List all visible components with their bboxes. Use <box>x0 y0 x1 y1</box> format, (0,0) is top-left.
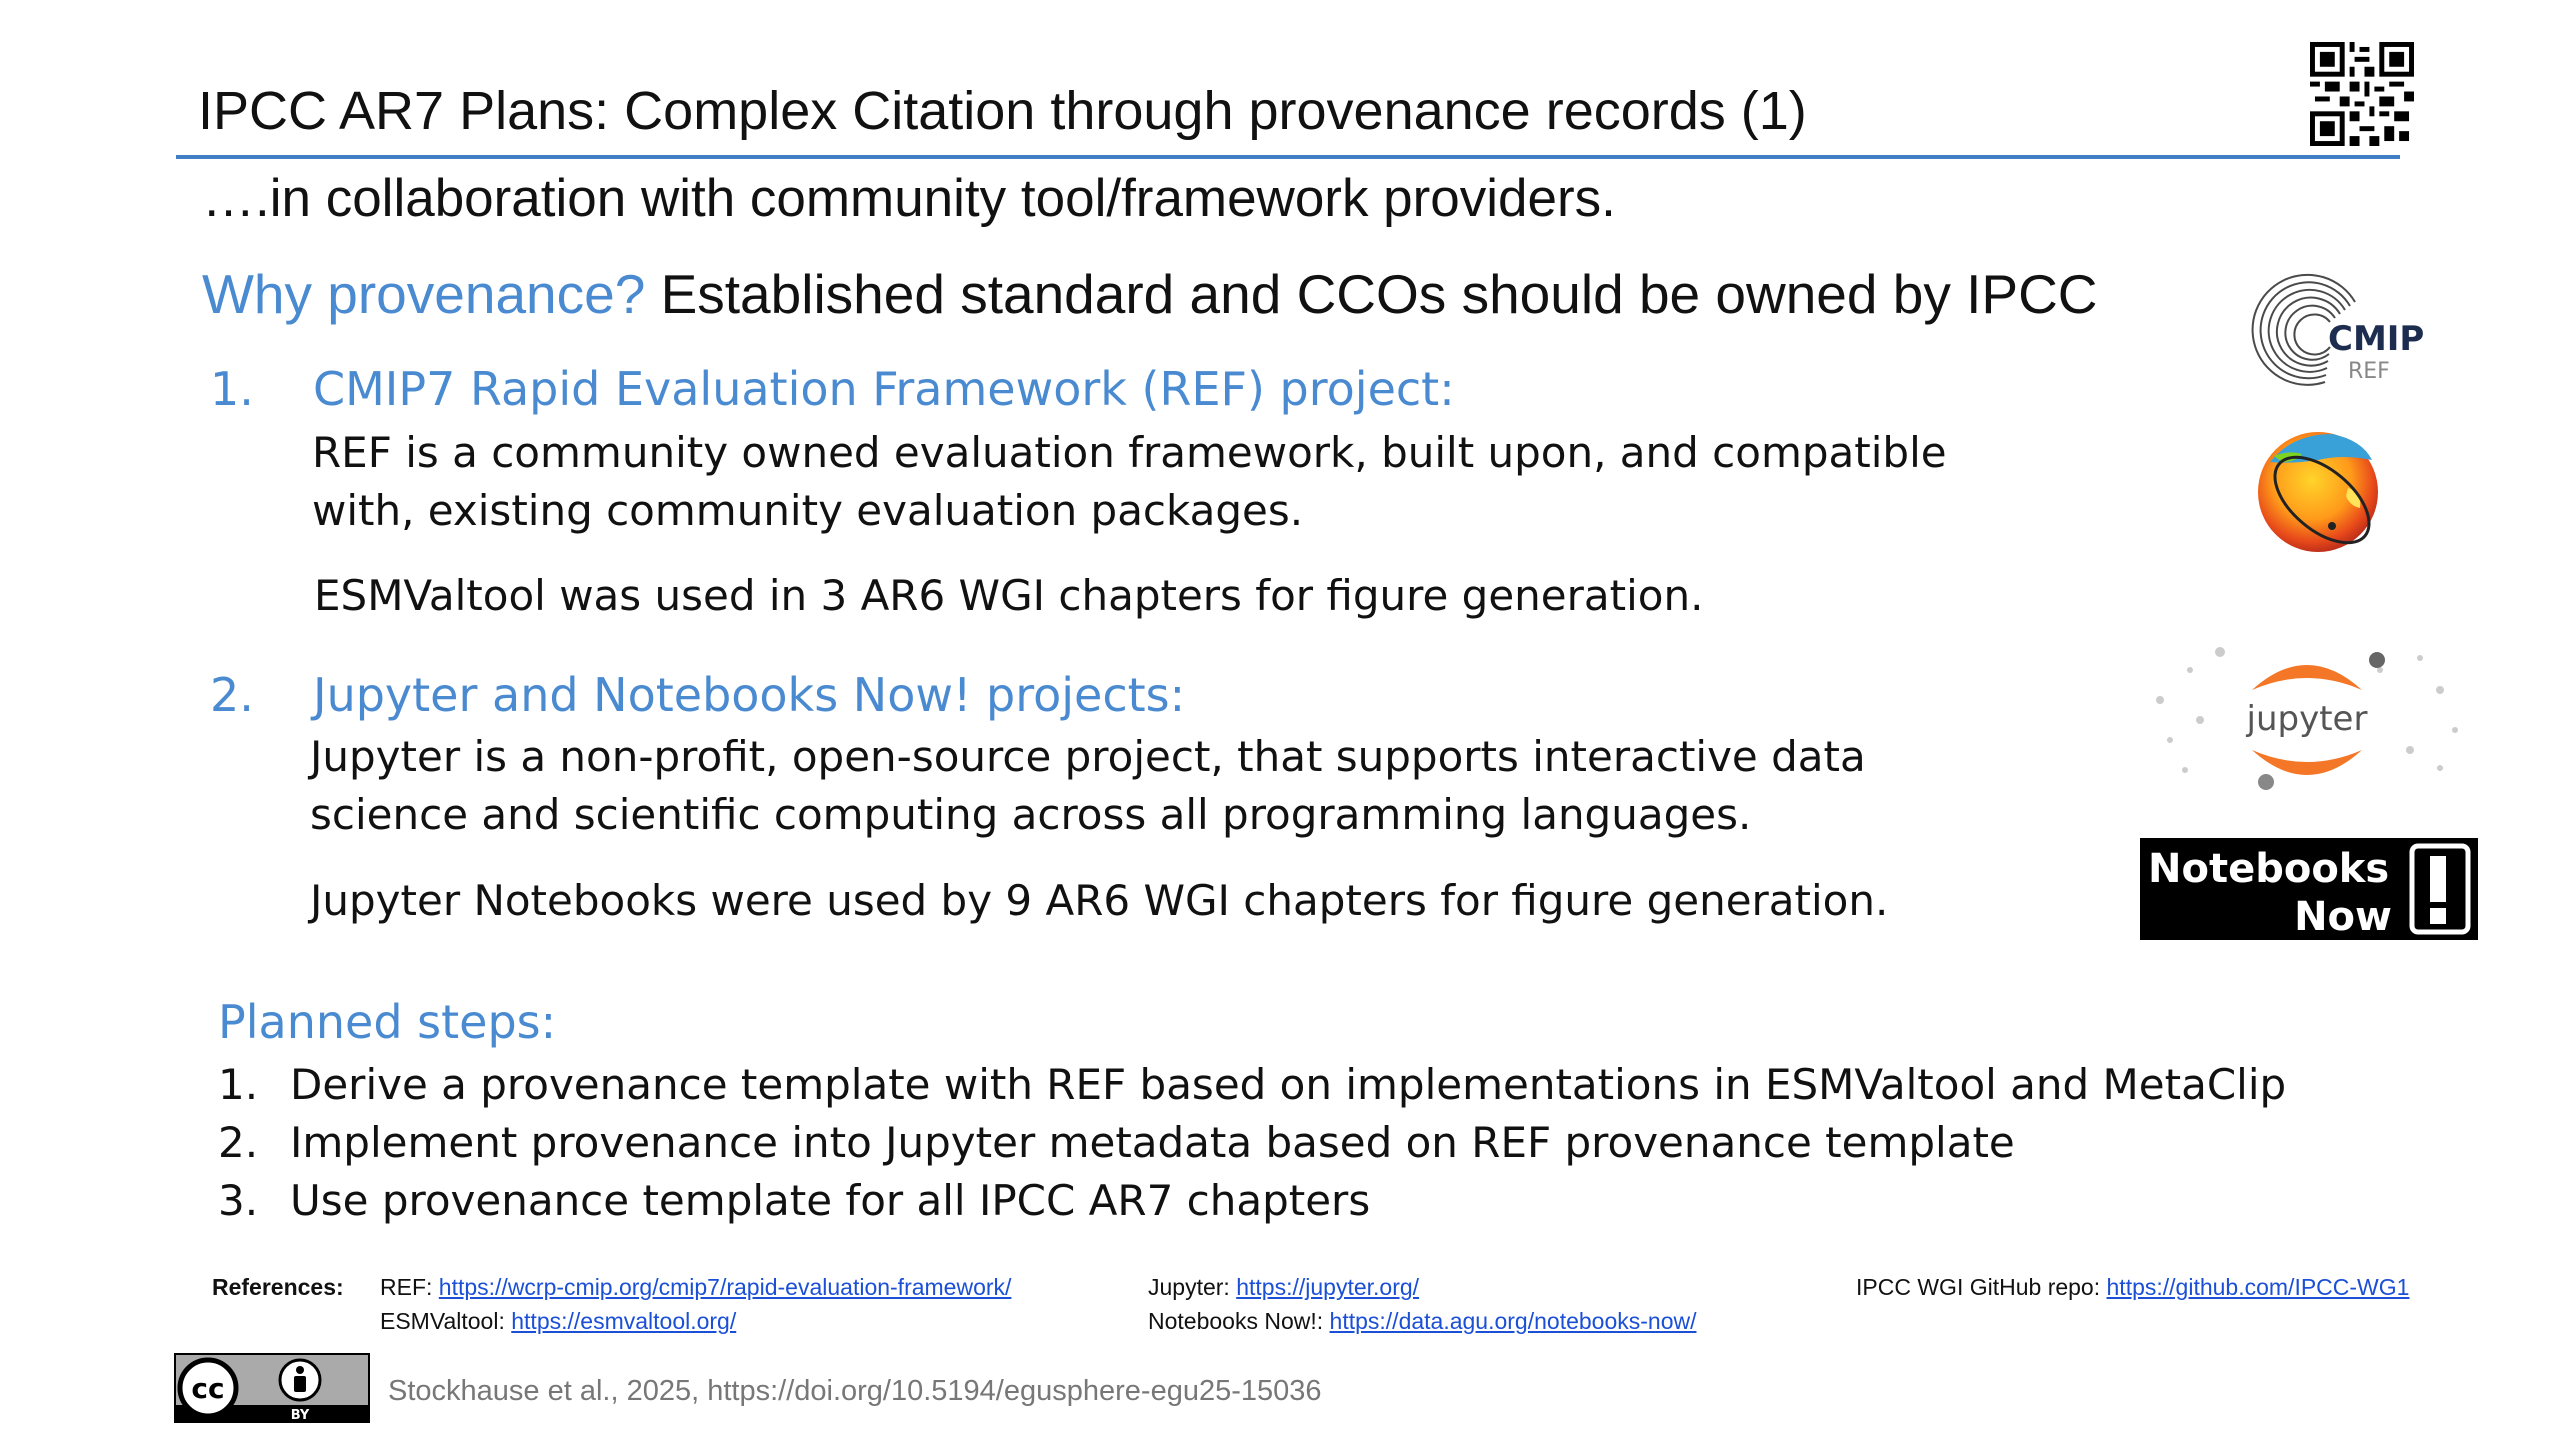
esmvaltool-globe-logo <box>2252 428 2388 558</box>
ref-jupyter-link[interactable]: https://jupyter.org/ <box>1236 1274 1420 1300</box>
ref-github-label: IPCC WGI GitHub repo: <box>1856 1274 2107 1300</box>
cc-by-label: BY <box>290 1408 310 1423</box>
ref-jupyter-line <box>1148 1274 1419 1301</box>
item-1-body: REF is a community owned evaluation framework, built upon, and compatible with, existing community evaluation packages. <box>312 428 1947 535</box>
ref-esmvaltool-line <box>380 1308 736 1335</box>
ref-esmvaltool-link[interactable]: https://esmvaltool.org/ <box>511 1308 737 1334</box>
item-1-heading <box>210 362 1455 416</box>
references-label: References: <box>212 1274 344 1300</box>
ref-esmvaltool-label: ESMValtool: <box>380 1308 512 1334</box>
ref-nbnow-label: Notebooks Now!: <box>1148 1308 1330 1334</box>
ref-jupyter-label: Jupyter: <box>1148 1274 1237 1300</box>
item-1-number: 1. <box>210 362 254 416</box>
planned-step-2-number: 2. <box>218 1118 259 1167</box>
item-1-heading-text: CMIP7 Rapid Evaluation Framework (REF) project: <box>313 362 1455 416</box>
cmip-ref-logo <box>2250 262 2425 392</box>
jupyter-logo <box>2140 640 2470 790</box>
slide-subtitle: ….in collaboration with community tool/framework providers. <box>202 169 1616 228</box>
planned-step-1-number: 1. <box>218 1060 259 1109</box>
ref-ref-line <box>380 1274 1011 1301</box>
planned-step-2-text: Implement provenance into Jupyter metadata based on REF provenance template <box>290 1118 2015 1167</box>
why-provenance-text: Established standard and CCOs should be owned by IPCC <box>645 263 2098 325</box>
svg-text:cc: cc <box>191 1372 225 1405</box>
item-2-note: Jupyter Notebooks were used by 9 AR6 WGI chapters for figure generation. <box>310 876 1889 925</box>
ref-ref-link[interactable]: https://wcrp-cmip.org/cmip7/rapid-evaluation-framework/ <box>438 1274 1012 1300</box>
item-2-heading-text: Jupyter and Notebooks Now! projects: <box>313 668 1186 722</box>
why-provenance-label: Why provenance? <box>202 263 646 325</box>
planned-step-3-text: Use provenance template for all IPCC AR7 chapters <box>290 1176 1371 1225</box>
planned-step-3-number: 3. <box>218 1176 259 1225</box>
planned-step-1-text: Derive a provenance template with REF based on implementations in ESMValtool and MetaClip <box>290 1060 2287 1109</box>
planned-step-2 <box>218 1118 2015 1167</box>
cmip-logo-subtext: REF <box>2348 359 2390 384</box>
item-2-heading <box>210 668 1185 722</box>
notebooks-now-logo <box>2140 838 2478 940</box>
ref-github-line <box>1856 1274 2409 1301</box>
cmip-logo-text: CMIP <box>2328 319 2425 359</box>
ref-nbnow-link[interactable]: https://data.agu.org/notebooks-now/ <box>1329 1308 1697 1334</box>
item-2-body: Jupyter is a non-profit, open-source project, that supports interactive data science and scientific computing across all programming languages. <box>310 732 1866 839</box>
slide-title: IPCC AR7 Plans: Complex Citation through provenance records (1) <box>198 81 1807 141</box>
qr-code-icon <box>2310 42 2414 146</box>
item-2-number: 2. <box>210 668 254 722</box>
title-divider <box>176 155 2400 159</box>
citation-text: Stockhause et al., 2025, https://doi.org/10.5194/egusphere-egu25-15036 <box>388 1375 1322 1407</box>
jupyter-logo-text: jupyter <box>2246 699 2368 739</box>
ref-github-link[interactable]: https://github.com/IPCC-WG1 <box>2106 1274 2410 1300</box>
nbnow-logo-line2: Now <box>2294 894 2392 940</box>
ref-nbnow-line <box>1148 1308 1697 1335</box>
planned-steps-title: Planned steps: <box>218 995 557 1049</box>
cc-by-license-icon <box>174 1353 370 1423</box>
ref-ref-label: REF: <box>380 1274 439 1300</box>
why-provenance-line <box>202 262 2098 326</box>
planned-step-3 <box>218 1176 1370 1225</box>
planned-step-1 <box>218 1060 2286 1109</box>
nbnow-logo-line1: Notebooks <box>2148 846 2390 892</box>
item-1-note: ESMValtool was used in 3 AR6 WGI chapters for figure generation. <box>314 571 1704 620</box>
